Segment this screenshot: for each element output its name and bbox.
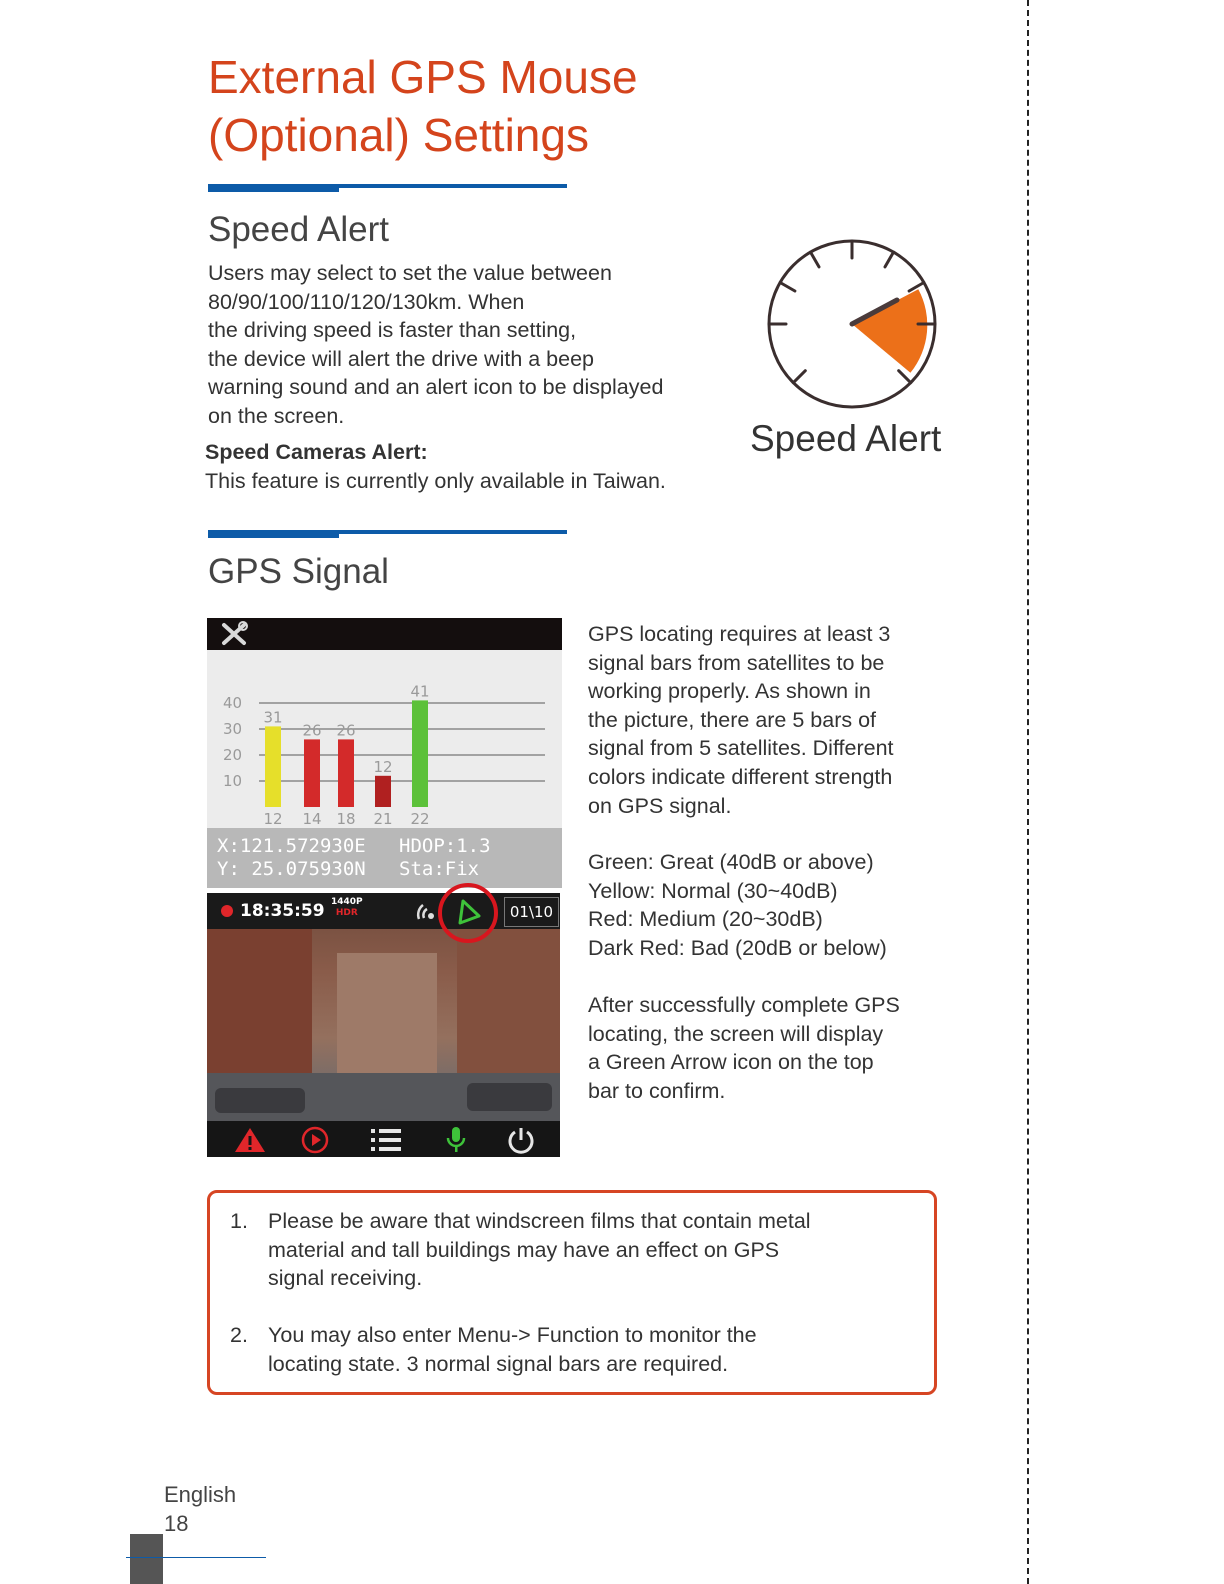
footer-language: English xyxy=(164,1482,237,1507)
menu-list-icon xyxy=(369,1127,403,1153)
signal-bar xyxy=(265,726,281,807)
speed-cameras-text: This feature is currently only available in Taiwan. xyxy=(205,469,666,493)
hdop-value: HDOP:1.3 xyxy=(399,835,491,857)
cut-line xyxy=(1027,0,1029,1584)
text-line: the picture, there are 5 bars of xyxy=(588,707,877,732)
parked-cars xyxy=(467,1083,552,1111)
text-line: After successfully complete GPS xyxy=(588,993,900,1017)
text-line: locating, the screen will display xyxy=(588,1021,884,1046)
section-rule xyxy=(208,184,567,188)
signal-bar xyxy=(412,700,428,807)
signal-bar xyxy=(375,776,391,807)
text-line: 80/90/100/110/120/130km. When xyxy=(208,289,525,314)
signal-color-legend xyxy=(588,848,948,962)
note-number: 1. xyxy=(230,1209,248,1233)
legend-yellow: Yellow: Normal (30~40dB) xyxy=(588,878,838,903)
recording-time: 18:35:59 xyxy=(240,901,325,921)
satellite-id-label: 14 xyxy=(302,810,322,828)
text-line: bar to confirm. xyxy=(588,1078,726,1103)
gps-signal-heading: GPS Signal xyxy=(208,552,389,591)
power-icon xyxy=(506,1125,536,1155)
hdr-value: HDR xyxy=(335,908,358,918)
page-number: 18 xyxy=(164,1511,189,1536)
bar-value-label: 41 xyxy=(410,682,430,701)
signal-chart-panel xyxy=(207,650,562,828)
parked-cars xyxy=(215,1088,305,1113)
satellite-id-label: 18 xyxy=(336,810,356,828)
footer-rule xyxy=(126,1557,266,1558)
legend-green: Green: Great (40dB or above) xyxy=(588,850,874,874)
bar-value-label: 26 xyxy=(302,721,322,740)
resolution-badge xyxy=(331,897,363,919)
note-number: 2. xyxy=(230,1323,248,1347)
screen-top-bar xyxy=(207,618,562,650)
microphone-icon xyxy=(445,1125,467,1155)
text-line: GPS locating requires at least 3 xyxy=(588,622,891,646)
coordinates-panel xyxy=(207,828,562,888)
text-line: a Green Arrow icon on the top xyxy=(588,1050,874,1075)
building-right xyxy=(457,929,560,1089)
text-line: signal bars from satellites to be xyxy=(588,650,885,675)
coord-y: Y: 25.075930N xyxy=(217,858,366,880)
bar-value-label: 26 xyxy=(336,721,356,740)
note-line: signal receiving. xyxy=(268,1266,423,1291)
signal-bar xyxy=(304,739,320,807)
gauge-caption: Speed Alert xyxy=(750,418,942,459)
speed-cameras-label: Speed Cameras Alert: xyxy=(205,440,428,464)
signal-bar xyxy=(338,739,354,807)
dashcam-top-bar xyxy=(207,893,560,929)
gps-status-screen xyxy=(207,618,562,888)
text-line: the device will alert the drive with a beep xyxy=(208,346,595,371)
text-line: working properly. As shown in xyxy=(588,679,871,704)
page-tab-marker xyxy=(130,1534,163,1584)
note-item xyxy=(230,1207,920,1293)
signal-bar-chart xyxy=(207,650,562,828)
section-rule xyxy=(208,530,567,534)
recording-dot-icon xyxy=(221,905,233,917)
legend-dark-red: Dark Red: Bad (20dB or below) xyxy=(588,935,887,960)
file-counter: 01\10 xyxy=(504,897,559,927)
bar-value-label: 31 xyxy=(263,708,283,727)
y-tick-label: 10 xyxy=(223,772,243,790)
playback-icon xyxy=(300,1126,330,1154)
text-line: on the screen. xyxy=(208,403,345,428)
text-line: Users may select to set the value between xyxy=(208,261,612,285)
text-line: the driving speed is faster than setting, xyxy=(208,318,577,343)
tools-icon xyxy=(219,621,249,647)
speed-alert-description xyxy=(208,259,748,431)
fix-status: Sta:Fix xyxy=(399,858,480,880)
legend-red: Red: Medium (20~30dB) xyxy=(588,907,823,932)
y-tick-label: 40 xyxy=(223,694,243,712)
warning-icon xyxy=(233,1126,267,1154)
gps-fix-description xyxy=(588,991,948,1105)
note-line: Please be aware that windscreen films that contain metal xyxy=(268,1209,811,1233)
page-title-line2: (Optional) Settings xyxy=(208,109,589,161)
note-line: You may also enter Menu-> Function to monitor the xyxy=(268,1323,757,1347)
satellite-id-label: 12 xyxy=(263,810,283,828)
y-tick-label: 20 xyxy=(223,746,243,764)
satellite-id-label: 22 xyxy=(410,810,430,828)
satellite-id-label: 21 xyxy=(373,810,393,828)
page-title xyxy=(208,48,638,164)
building-left xyxy=(207,929,312,1089)
note-item xyxy=(230,1321,920,1378)
dashcam-live-view xyxy=(207,893,560,1157)
bar-value-label: 12 xyxy=(373,757,393,776)
text-line: colors indicate different strength xyxy=(588,764,893,789)
resolution-value: 1440P xyxy=(331,897,363,907)
y-tick-label: 30 xyxy=(223,720,243,738)
note-line: locating state. 3 normal signal bars are required. xyxy=(268,1351,729,1376)
coord-x: X:121.572930E xyxy=(217,835,366,857)
dashcam-bottom-bar xyxy=(207,1121,560,1157)
speedometer-icon xyxy=(760,232,944,416)
note-line: material and tall buildings may have an effect on GPS xyxy=(268,1237,780,1262)
speed-alert-heading: Speed Alert xyxy=(208,210,389,249)
gps-signal-description xyxy=(588,620,948,820)
building-center xyxy=(337,953,437,1073)
highlight-circle xyxy=(438,883,498,943)
page-title-line1: External GPS Mouse xyxy=(208,51,638,103)
text-line: signal from 5 satellites. Different xyxy=(588,736,894,761)
text-line: warning sound and an alert icon to be displayed xyxy=(208,375,664,400)
text-line: on GPS signal. xyxy=(588,793,732,818)
